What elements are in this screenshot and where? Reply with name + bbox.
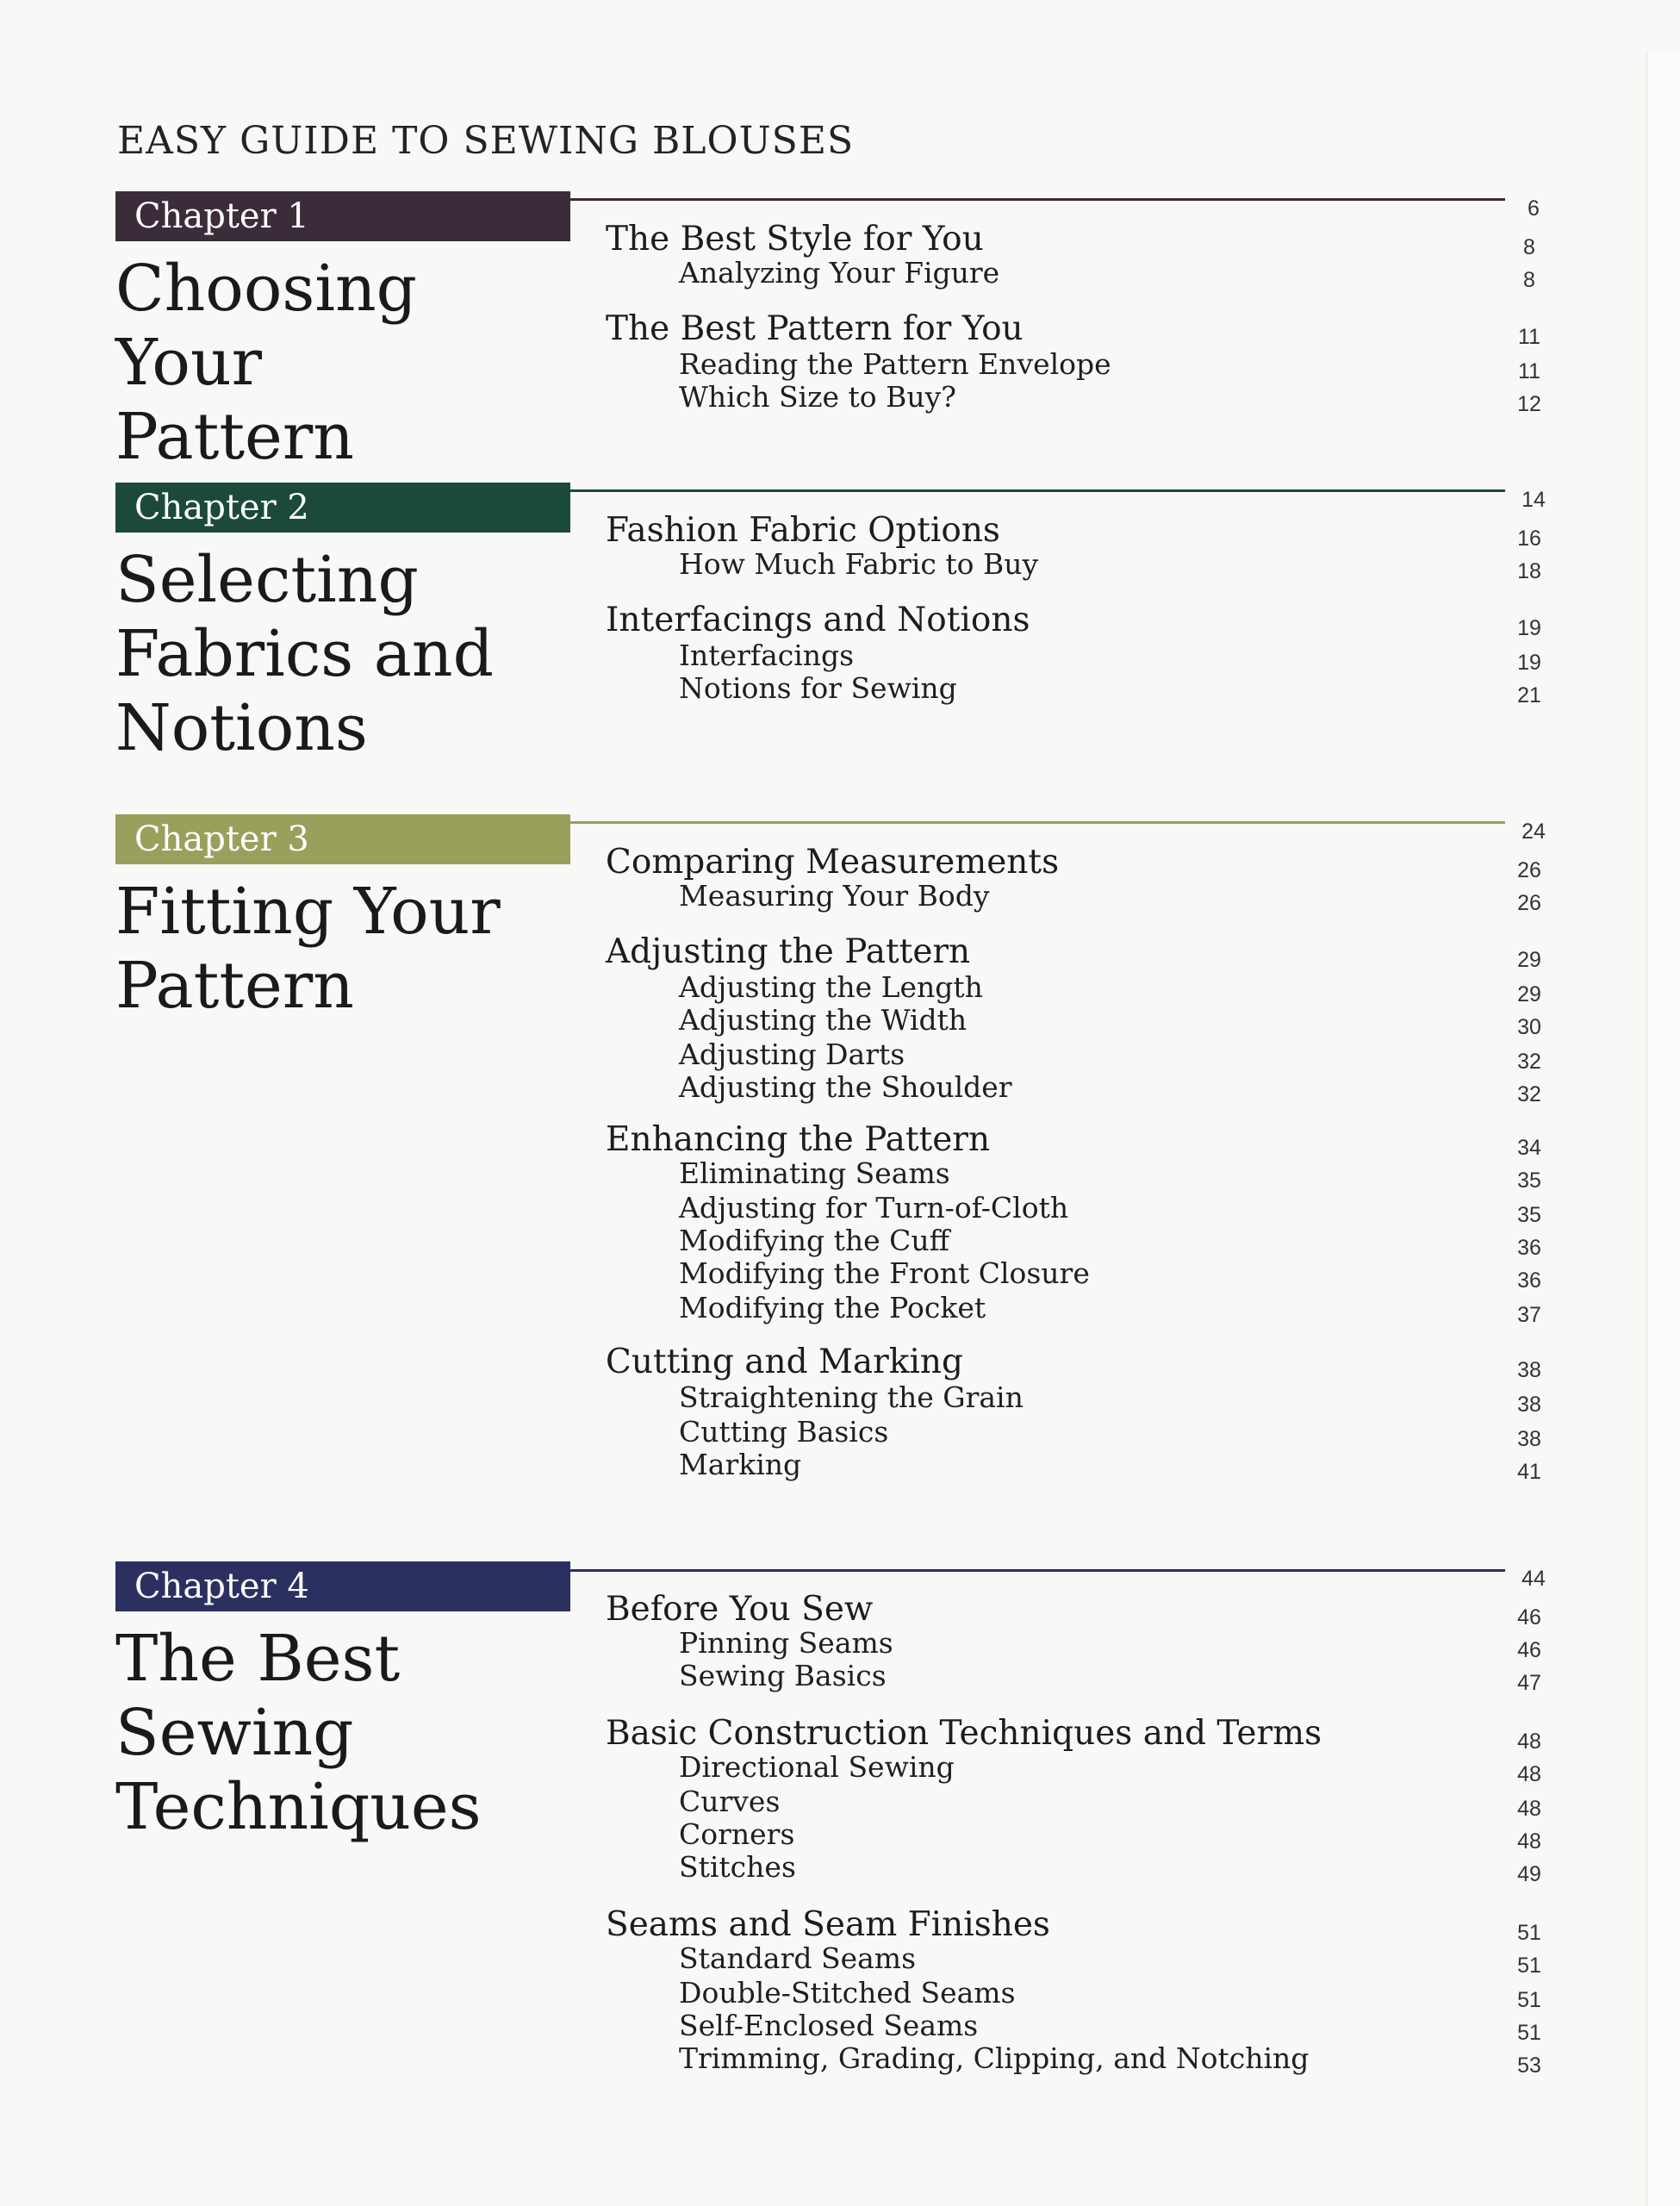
toc-subsection-entry[interactable] [0,2011,1680,2046]
entry-page-number: 30 [1517,1015,1541,1039]
toc-subsection-entry[interactable] [0,256,1680,293]
entry-page-number: 51 [1517,2021,1541,2045]
entry-page-number: 51 [1517,1988,1541,2012]
chapter-rule [570,489,1505,492]
chapter-title-line: Selecting [115,543,419,617]
toc-section-entry[interactable] [0,220,1680,260]
chapter-label: Chapter 2 [115,483,570,533]
entry-page-number: 29 [1517,948,1541,972]
chapter-page-number: 24 [1521,819,1546,844]
chapter-page-number: 6 [1528,196,1540,221]
entry-title: The Best Pattern for You [606,309,1024,348]
chapter-title-line: Fitting Your [115,875,501,949]
toc-section-entry[interactable] [0,932,1680,973]
toc-subsection-entry[interactable] [0,1293,1680,1328]
entry-page-number: 51 [1517,1954,1541,1978]
entry-page-number: 53 [1517,2053,1541,2078]
chapter-rule [570,821,1505,824]
toc-section-entry[interactable] [0,1343,1680,1383]
toc-subsection-entry[interactable] [0,1193,1680,1228]
entry-title: Sewing Basics [679,1659,887,1692]
entry-page-number: 8 [1523,235,1535,259]
book-title: EASY GUIDE TO SEWING BLOUSES [117,119,855,163]
entry-title: Adjusting the Shoulder [679,1070,1012,1104]
entry-page-number: 12 [1517,392,1541,416]
chapter-title-line: Pattern [115,400,354,474]
entry-page-number: 8 [1523,268,1535,292]
entry-page-number: 38 [1517,1427,1541,1451]
toc-section-entry[interactable] [0,511,1680,552]
entry-title: Self-Enclosed Seams [679,2009,979,2042]
entry-page-number: 48 [1517,1829,1541,1854]
entry-page-number: 26 [1517,891,1541,915]
toc-section-entry[interactable] [0,1905,1680,1946]
entry-page-number: 21 [1517,683,1541,707]
entry-title: Analyzing Your Figure [679,256,1000,290]
entry-title: Trimming, Grading, Clipping, and Notching [679,2041,1310,2075]
toc-section-entry[interactable] [0,843,1680,883]
entry-title: Standard Seams [679,1941,917,1975]
entry-title: Curves [679,1785,781,1818]
toc-subsection-entry[interactable] [0,1976,1680,2013]
entry-title: Adjusting the Pattern [606,932,971,971]
toc-subsection-entry[interactable] [0,1787,1680,1822]
entry-title: Straightening the Grain [679,1380,1024,1414]
entry-page-number: 16 [1517,527,1541,551]
entry-title: Seams and Seam Finishes [606,1905,1050,1944]
entry-title: Adjusting the Length [679,970,983,1004]
entry-page-number: 37 [1517,1303,1541,1327]
entry-page-number: 36 [1517,1236,1541,1260]
entry-page-number: 26 [1517,858,1541,882]
entry-title: Eliminating Seams [679,1156,950,1190]
entry-title: Before You Sew [606,1590,874,1629]
entry-title: Which Size to Buy? [679,380,956,414]
toc-subsection-entry[interactable] [0,671,1680,708]
chapter-page-number: 44 [1521,1567,1546,1591]
entry-page-number: 32 [1517,1082,1541,1106]
entry-page-number: 29 [1517,982,1541,1006]
toc-subsection-entry[interactable] [0,1941,1680,1979]
toc-subsection-entry[interactable] [0,1003,1680,1040]
toc-subsection-entry[interactable] [0,1750,1680,1787]
entry-page-number: 47 [1517,1671,1541,1695]
entry-title: Notions for Sewing [679,671,957,705]
toc-section-entry[interactable] [0,309,1680,350]
entry-page-number: 19 [1517,651,1541,675]
chapter-title-line: The Best [115,1622,401,1696]
chapter-title-line: Techniques [115,1770,482,1844]
entry-title: Basic Construction Techniques and Terms [606,1714,1322,1753]
chapter-rule [570,198,1505,201]
entry-page-number: 35 [1517,1203,1541,1227]
entry-title: Marking [679,1448,802,1481]
entry-page-number: 51 [1517,1921,1541,1945]
toc-subsection-entry[interactable] [0,1415,1680,1452]
toc-subsection-entry[interactable] [0,1070,1680,1107]
chapter-title-line: Pattern [115,949,354,1023]
chapter-label: Chapter 3 [115,814,570,864]
entry-title: Modifying the Front Closure [679,1256,1090,1290]
toc-subsection-entry[interactable] [0,1156,1680,1193]
entry-page-number: 32 [1517,1050,1541,1074]
entry-page-number: 48 [1517,1729,1541,1754]
entry-title: Interfacings [679,639,855,672]
entry-page-number: 11 [1518,325,1540,349]
toc-section-entry[interactable] [0,601,1680,641]
entry-title: Fashion Fabric Options [606,511,1000,550]
chapter-label: Chapter 4 [115,1561,570,1611]
entry-page-number: 38 [1517,1393,1541,1417]
entry-title: Cutting Basics [679,1415,889,1449]
entry-page-number: 48 [1517,1797,1541,1821]
entry-page-number: 35 [1517,1168,1541,1193]
entry-page-number: 48 [1517,1762,1541,1786]
entry-title: Pinning Seams [679,1626,893,1660]
entry-page-number: 34 [1517,1136,1541,1160]
chapter-title-line: Sewing [115,1696,354,1770]
toc-subsection-entry[interactable] [0,347,1680,384]
chapter-rule [570,1569,1505,1572]
chapter-title-line: Notions [115,691,368,765]
entry-page-number: 46 [1517,1605,1541,1630]
toc-subsection-entry[interactable] [0,1850,1680,1887]
entry-title: Modifying the Pocket [679,1291,986,1324]
entry-title: Directional Sewing [679,1750,955,1784]
entry-page-number: 41 [1517,1460,1541,1484]
entry-title: Reading the Pattern Envelope [679,347,1111,381]
toc-section-entry[interactable] [0,1120,1680,1161]
toc-subsection-entry[interactable] [0,641,1680,676]
entry-title: Modifying the Cuff [679,1224,950,1257]
entry-title: Interfacings and Notions [606,601,1030,639]
entry-page-number: 19 [1517,616,1541,640]
entry-page-number: 46 [1517,1638,1541,1662]
entry-title: Cutting and Marking [606,1343,964,1381]
entry-title: Double-Stitched Seams [679,1976,1016,2010]
chapter-label: Chapter 1 [115,191,570,241]
entry-page-number: 36 [1517,1268,1541,1293]
toc-subsection-entry[interactable] [0,1256,1680,1293]
chapter-title-line: Fabrics and [115,617,494,691]
entry-title: Measuring Your Body [679,879,990,913]
entry-title: Adjusting Darts [679,1038,905,1071]
entry-title: The Best Style for You [606,220,984,259]
toc-subsection-entry[interactable] [0,2041,1680,2078]
entry-page-number: 11 [1518,359,1540,383]
toc-subsection-entry[interactable] [0,1380,1680,1418]
toc-subsection-entry[interactable] [0,1661,1680,1696]
entry-title: Stitches [679,1850,796,1884]
toc-section-entry[interactable] [0,1590,1680,1630]
toc-subsection-entry[interactable] [0,1817,1680,1854]
entry-title: Comparing Measurements [606,843,1060,882]
chapter-title-line: Choosing Your [115,252,418,400]
entry-title: Enhancing the Pattern [606,1120,991,1159]
toc-subsection-entry[interactable] [0,1040,1680,1075]
entry-page-number: 38 [1517,1358,1541,1382]
entry-page-number: 49 [1517,1862,1541,1886]
entry-page-number: 18 [1517,559,1541,583]
chapter-page-number: 14 [1521,488,1546,512]
entry-title: Adjusting the Width [679,1003,968,1037]
entry-title: Adjusting for Turn-of-Cloth [679,1191,1069,1225]
entry-title: How Much Fabric to Buy [679,547,1039,581]
toc-subsection-entry[interactable] [0,380,1680,417]
toc-subsection-entry[interactable] [0,1450,1680,1485]
toc-subsection-entry[interactable] [0,1226,1680,1261]
entry-title: Corners [679,1817,795,1851]
